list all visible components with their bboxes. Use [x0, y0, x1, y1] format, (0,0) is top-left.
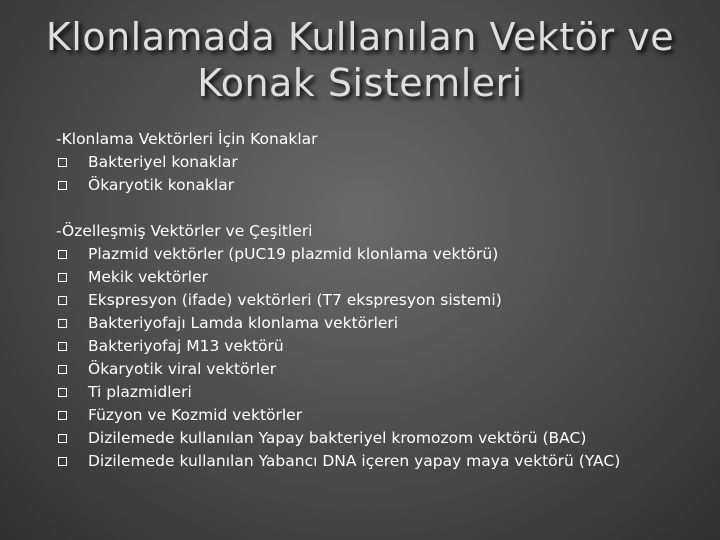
host-list — [56, 151, 696, 197]
list-item-text: Ti plazmidleri — [88, 383, 192, 401]
list-item — [56, 266, 696, 289]
title-line-2: Konak Sistemleri — [197, 61, 523, 105]
list-item — [56, 450, 696, 473]
list-item-text: Dizilemede kullanılan Yapay bakteriyel kromozom vektörü (BAC) — [88, 429, 587, 447]
square-bullet-icon — [58, 296, 67, 305]
list-item — [56, 312, 696, 335]
square-bullet-icon — [58, 250, 67, 259]
list-item-text: Ökaryotik konaklar — [88, 176, 235, 194]
section-heading-hosts: -Klonlama Vektörleri İçin Konaklar — [56, 130, 318, 148]
list-item-text: Mekik vektörler — [88, 268, 208, 286]
square-bullet-icon — [58, 388, 67, 397]
list-item-text: Plazmid vektörler (pUC19 plazmid klonlama vektörü) — [88, 245, 499, 263]
square-bullet-icon — [58, 273, 67, 282]
square-bullet-icon — [58, 181, 67, 190]
square-bullet-icon — [58, 365, 67, 374]
list-item-text: Füzyon ve Kozmid vektörler — [88, 406, 303, 424]
list-item — [56, 151, 696, 174]
list-item-text: Dizilemede kullanılan Yabancı DNA içeren yapay maya vektörü (YAC) — [88, 452, 621, 470]
list-item-text: Bakteriyofaj M13 vektörü — [88, 337, 284, 355]
list-item — [56, 381, 696, 404]
square-bullet-icon — [58, 457, 67, 466]
title-line-1: Klonlamada Kullanılan Vektör ve — [45, 15, 675, 59]
list-item — [56, 404, 696, 427]
list-item-text: Ekspresyon (ifade) vektörleri (T7 ekspresyon sistemi) — [88, 291, 502, 309]
slide-content — [56, 128, 696, 473]
square-bullet-icon — [58, 434, 67, 443]
vector-list — [56, 243, 696, 473]
list-item — [56, 335, 696, 358]
section-heading-vectors: -Özelleşmiş Vektörler ve Çeşitleri — [56, 222, 313, 240]
list-item — [56, 174, 696, 197]
list-item-text: Ökaryotik viral vektörler — [88, 360, 277, 378]
list-item-text: Bakteriyel konaklar — [88, 153, 238, 171]
list-item — [56, 358, 696, 381]
square-bullet-icon — [58, 411, 67, 420]
list-item-text: Bakteriyofajı Lamda klonlama vektörleri — [88, 314, 399, 332]
list-item — [56, 289, 696, 312]
spacer — [56, 197, 696, 220]
square-bullet-icon — [58, 319, 67, 328]
list-item — [56, 427, 696, 450]
square-bullet-icon — [58, 342, 67, 351]
list-item — [56, 243, 696, 266]
slide-title — [40, 14, 680, 106]
square-bullet-icon — [58, 158, 67, 167]
